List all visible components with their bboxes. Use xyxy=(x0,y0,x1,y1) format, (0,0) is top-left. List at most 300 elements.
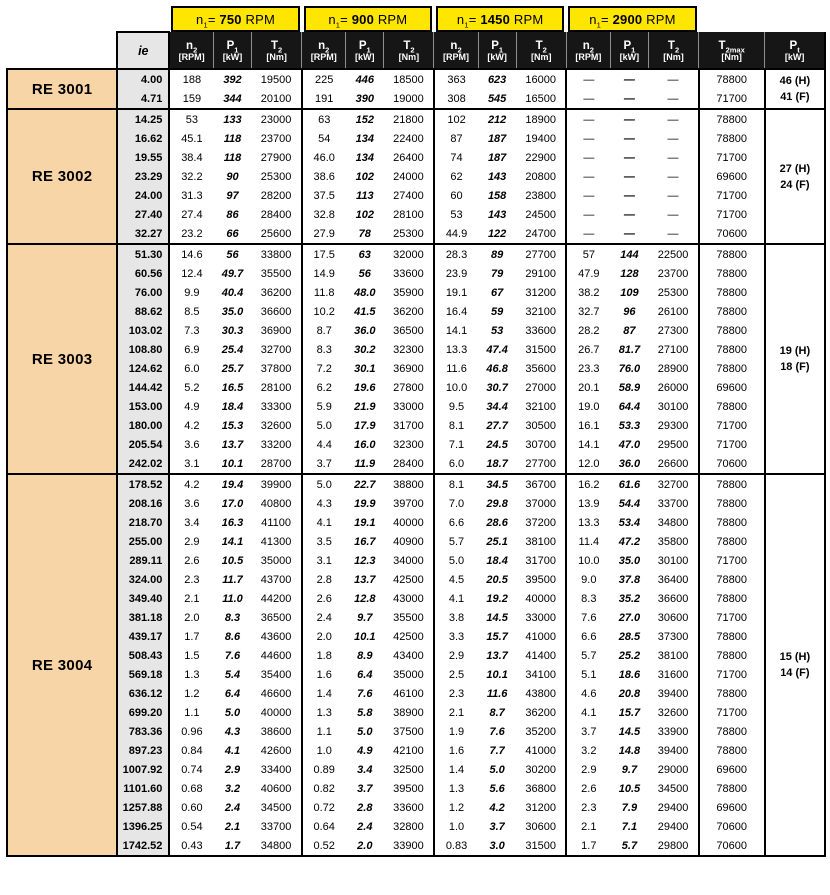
t2-value: 29400 xyxy=(657,820,689,833)
t2-value: 39500 xyxy=(525,573,557,586)
t2-value: 33200 xyxy=(260,438,292,451)
ie-ratio-value: 636.12 xyxy=(117,684,169,703)
n2-value: 3.5 xyxy=(302,532,346,551)
t2-value: 40000 xyxy=(393,516,424,529)
table-row xyxy=(7,264,825,283)
t2-value: 40800 xyxy=(260,497,292,510)
n2-value: 32.8 xyxy=(302,205,346,224)
n2-value: 0.89 xyxy=(302,760,346,779)
t2-value: 23700 xyxy=(657,267,689,280)
n2-value: 5.7 xyxy=(566,646,610,665)
n2-value: 5.7 xyxy=(434,532,478,551)
p1-value: 144 xyxy=(610,244,648,264)
n2-value: 2.6 xyxy=(302,589,346,608)
p1-value: 16.5 xyxy=(221,381,244,394)
t2-value: 29500 xyxy=(657,438,689,451)
t2-value: 37300 xyxy=(657,630,689,643)
p1-value: 19.2 xyxy=(486,592,508,605)
pt-header xyxy=(765,32,825,69)
p1-value: 17.0 xyxy=(221,497,244,510)
n2-value: 13.3 xyxy=(566,513,610,532)
p1-value: 53 xyxy=(490,324,504,337)
n2-value: 3.7 xyxy=(566,722,610,741)
t2max-value: 78800 xyxy=(699,321,765,340)
ie-ratio-value: 1257.88 xyxy=(117,798,169,817)
p1-value: 47.2 xyxy=(618,535,641,548)
t2-value: 28100 xyxy=(393,208,424,221)
table-row xyxy=(7,836,825,856)
p1-value: 30.1 xyxy=(354,362,376,375)
n2-value: 27.4 xyxy=(169,205,213,224)
n2-value: 2.8 xyxy=(302,570,346,589)
p1-value: — xyxy=(623,189,635,202)
t2-value: 34500 xyxy=(260,801,292,814)
t2max-value: 71700 xyxy=(699,205,765,224)
symbol: $n_2$ xyxy=(450,40,462,55)
ie-ratio-value: 27.40 xyxy=(117,205,169,224)
t2-value: 36800 xyxy=(525,782,557,795)
p1-value: 14.1 xyxy=(221,535,244,548)
t2-value: 30700 xyxy=(525,438,557,451)
n2-value: 2.1 xyxy=(434,703,478,722)
n2-value: 11.8 xyxy=(302,283,346,302)
unit: [kW] xyxy=(619,52,640,62)
table-row xyxy=(7,741,825,760)
p1-value: 56 xyxy=(358,267,371,280)
n2-value: 11.6 xyxy=(434,359,478,378)
t2-value: 26100 xyxy=(657,305,689,318)
t2-value: 33300 xyxy=(260,400,292,413)
ie-ratio-value: 103.02 xyxy=(117,321,169,340)
ie-ratio-value: 783.36 xyxy=(117,722,169,741)
n2-value: 63 xyxy=(302,109,346,129)
p1-value: 54.4 xyxy=(618,497,641,510)
n2-value: 26.7 xyxy=(566,340,610,359)
t2-value: 30100 xyxy=(657,554,689,567)
ie-ratio-value: 218.70 xyxy=(117,513,169,532)
p1-value: 34.4 xyxy=(486,400,508,413)
p1-value: 212 xyxy=(478,109,516,129)
pt-value xyxy=(765,69,825,109)
p1-value: 14.5 xyxy=(618,725,641,738)
p1-value: 158 xyxy=(487,189,507,202)
n2-header xyxy=(434,32,478,69)
n2-value: 159 xyxy=(169,89,213,109)
t2-value: 34000 xyxy=(393,554,424,567)
n2-value: 0.64 xyxy=(302,817,346,836)
n2-value: 2.1 xyxy=(566,817,610,836)
n2-value: 2.3 xyxy=(566,798,610,817)
n2-value: 1.7 xyxy=(566,836,610,856)
p1-value: 7.1 xyxy=(621,820,638,833)
p1-value: 89 xyxy=(478,244,516,264)
p1-value: 4.2 xyxy=(489,801,505,814)
ie-ratio-value: 88.62 xyxy=(117,302,169,321)
p1-value: 10.1 xyxy=(354,630,376,643)
n2-value: 6.0 xyxy=(169,359,213,378)
p1-value: 187 xyxy=(487,151,507,164)
pt-line: 27 (H) xyxy=(779,162,811,175)
t2-value: 30100 xyxy=(657,400,689,413)
blank-corner xyxy=(7,6,169,32)
unit: [kW] xyxy=(355,52,375,62)
n2-value: — xyxy=(566,167,610,186)
table-row xyxy=(7,589,825,608)
t2max-value: 78800 xyxy=(699,532,765,551)
n2-value: 4.1 xyxy=(434,589,478,608)
t2-value: — xyxy=(667,189,679,202)
t2-value: 35200 xyxy=(525,725,557,738)
t2-value: 40900 xyxy=(393,535,424,548)
t2max-value: 70600 xyxy=(699,817,765,836)
n2-value: 2.1 xyxy=(169,589,213,608)
t2max-value: 78800 xyxy=(699,779,765,798)
n2-value: 9.5 xyxy=(434,397,478,416)
ie-ratio-value: 1101.60 xyxy=(117,779,169,798)
p1-header xyxy=(213,32,251,69)
n2-value: 1.2 xyxy=(434,798,478,817)
symbol: $T_{2max}$ xyxy=(718,40,745,55)
unit: [RPM] xyxy=(178,52,205,62)
t2-value: — xyxy=(667,208,679,221)
n2-value: 188 xyxy=(169,69,213,89)
p1-value: 66 xyxy=(226,227,239,240)
n2-value: 2.9 xyxy=(434,646,478,665)
p1-value: 344 xyxy=(223,92,242,105)
table-row xyxy=(7,494,825,513)
p1-value: 16.0 xyxy=(354,438,376,451)
table-row xyxy=(7,474,825,494)
symbol: $T_2$ xyxy=(535,40,547,55)
t2-value: 29300 xyxy=(657,419,689,432)
t2-value: 25300 xyxy=(657,286,689,299)
n2-value: 225 xyxy=(302,69,346,89)
n2-value: 5.1 xyxy=(566,665,610,684)
t2-value: 37000 xyxy=(525,497,557,510)
n2-value: 191 xyxy=(302,89,346,109)
p1-value: 97 xyxy=(226,189,239,202)
table-row xyxy=(7,148,825,167)
n2-value: 4.5 xyxy=(434,570,478,589)
p1-value: 20.5 xyxy=(486,573,508,586)
t2-value: 19500 xyxy=(252,69,302,89)
n2-header xyxy=(169,32,213,69)
n2-value: 3.1 xyxy=(302,551,346,570)
symbol: $P_t$ xyxy=(789,40,800,55)
n2-value: 74 xyxy=(434,148,478,167)
t2-value: 24500 xyxy=(525,208,557,221)
t2-value: 32500 xyxy=(393,763,424,776)
unit: [kW] xyxy=(784,52,805,62)
t2-value: 31700 xyxy=(393,419,424,432)
t2-value: 35600 xyxy=(525,362,557,375)
n2-value: 4.6 xyxy=(566,684,610,703)
n2-value: 1.3 xyxy=(169,665,213,684)
n2-value: 7.6 xyxy=(566,608,610,627)
unit: [kW] xyxy=(222,52,243,62)
ie-ratio-value: 324.00 xyxy=(117,570,169,589)
n2-value: 57 xyxy=(566,244,610,264)
t2-value: 33600 xyxy=(393,267,424,280)
n2-value: 3.4 xyxy=(169,513,213,532)
t2-value: 31500 xyxy=(516,836,566,856)
n2-value: 14.1 xyxy=(434,321,478,340)
n2-value: 0.82 xyxy=(302,779,346,798)
n2-value: 2.5 xyxy=(434,665,478,684)
t2-value: 40000 xyxy=(525,592,557,605)
t2-value: 43700 xyxy=(260,573,292,586)
n2-value: 308 xyxy=(434,89,478,109)
ie-ratio-value: 205.54 xyxy=(117,435,169,454)
p1-value: 87 xyxy=(623,324,636,337)
n2-value: 4.2 xyxy=(169,474,213,494)
t2-value: 37500 xyxy=(393,725,424,738)
n2-value: 3.8 xyxy=(434,608,478,627)
n2-value: — xyxy=(566,148,610,167)
p1-value: 102 xyxy=(355,170,374,183)
n2-value: 10.2 xyxy=(302,302,346,321)
p1-value: 3.2 xyxy=(224,782,241,795)
p1-value: 16.3 xyxy=(221,516,244,529)
n2-value: 6.0 xyxy=(434,454,478,474)
n2-value: 87 xyxy=(434,129,478,148)
n2-value: 8.3 xyxy=(302,340,346,359)
n2-value: 28.3 xyxy=(434,244,478,264)
p1-value: 5.0 xyxy=(224,706,241,719)
t2-value: 28200 xyxy=(260,189,292,202)
t2-value: 32300 xyxy=(393,438,424,451)
n2-value: 0.96 xyxy=(169,722,213,741)
t2-value: 36500 xyxy=(393,324,424,337)
p1-value: 3.7 xyxy=(357,782,373,795)
n2-value: 28.2 xyxy=(566,321,610,340)
p1-value: 4.3 xyxy=(224,725,241,738)
t2-value: 33600 xyxy=(525,324,557,337)
n2-value: 2.4 xyxy=(302,608,346,627)
p1-value: 20.8 xyxy=(618,687,641,700)
t2-value: 35900 xyxy=(393,286,424,299)
t2-value: 18500 xyxy=(384,69,434,89)
t2-value: 33000 xyxy=(525,611,557,624)
t2-value: 36700 xyxy=(516,474,566,494)
table-row xyxy=(7,817,825,836)
n2-value: 47.9 xyxy=(566,264,610,283)
table-row xyxy=(7,703,825,722)
p1-value: 113 xyxy=(356,189,374,202)
ie-ratio-value: 1007.92 xyxy=(117,760,169,779)
t2-value: 23000 xyxy=(252,109,302,129)
t2-value: 43800 xyxy=(525,687,557,700)
p1-value: 8.7 xyxy=(489,706,505,719)
p1-value: 56 xyxy=(213,244,251,264)
blank-top-right xyxy=(699,6,825,32)
n2-value: 19.1 xyxy=(434,283,478,302)
p1-value: 392 xyxy=(213,69,251,89)
p1-value: 623 xyxy=(478,69,516,89)
t2-value: 31700 xyxy=(525,554,557,567)
p1-value: 5.0 xyxy=(489,763,505,776)
p1-value: 1.7 xyxy=(213,836,251,856)
t2-value: 33600 xyxy=(393,801,424,814)
p1-value: 5.4 xyxy=(224,668,241,681)
t2-value: 27700 xyxy=(525,457,557,470)
p1-value: 2.8 xyxy=(357,801,373,814)
t2-value: 42600 xyxy=(260,744,292,757)
t2-value: 46100 xyxy=(393,687,424,700)
t2max-value: 69600 xyxy=(699,798,765,817)
t2-value: 35500 xyxy=(260,267,292,280)
n2-value: 14.9 xyxy=(302,264,346,283)
p1-value: 12.3 xyxy=(354,554,376,567)
table-row xyxy=(7,321,825,340)
t2-value: 38100 xyxy=(525,535,557,548)
t2max-value: 71700 xyxy=(699,186,765,205)
p1-value: 10.5 xyxy=(221,554,244,567)
t2max-value: 70600 xyxy=(699,454,765,474)
pt-line: 41 (F) xyxy=(780,91,810,103)
n2-value: 38.6 xyxy=(302,167,346,186)
t2max-value: 71700 xyxy=(699,435,765,454)
t2-value: 27300 xyxy=(657,324,689,337)
p1-value: 10.1 xyxy=(221,457,244,470)
p1-value: 17.9 xyxy=(354,419,376,432)
p1-value: 14.8 xyxy=(618,744,641,757)
t2-value: 34100 xyxy=(525,668,557,681)
t2-value: 39500 xyxy=(393,782,424,795)
table-row xyxy=(7,89,825,109)
t2-value: 36500 xyxy=(260,611,292,624)
gear-ratings-table xyxy=(6,6,826,857)
p1-value: 25.2 xyxy=(618,649,641,662)
n2-value: 1.3 xyxy=(434,779,478,798)
p1-value: 96 xyxy=(623,305,636,318)
n2-value: — xyxy=(566,109,610,129)
table-row xyxy=(7,244,825,264)
unit: [Nm] xyxy=(663,52,684,62)
t2max-value: 78800 xyxy=(699,589,765,608)
t2-value: 36200 xyxy=(525,706,557,719)
n2-value: 7.0 xyxy=(434,494,478,513)
n2-value: 2.9 xyxy=(566,760,610,779)
symbol: $n_2$ xyxy=(318,40,330,55)
p1-value: 3.0 xyxy=(478,836,516,856)
t2max-header xyxy=(699,32,765,69)
n2-value: 4.2 xyxy=(169,416,213,435)
n2-value: 9.0 xyxy=(566,570,610,589)
n2-value: 0.68 xyxy=(169,779,213,798)
t2max-value: 71700 xyxy=(699,148,765,167)
t2-value: 27900 xyxy=(260,151,292,164)
n2-value: 3.7 xyxy=(302,454,346,474)
t2-value: 19000 xyxy=(393,92,424,105)
p1-value: 9.7 xyxy=(357,611,373,624)
ie-ratio-value: 19.55 xyxy=(117,148,169,167)
ie-ratio-value: 508.43 xyxy=(117,646,169,665)
t2-header xyxy=(384,32,434,69)
rpm-band-900: $n_1= 900$ RPM xyxy=(304,6,432,32)
p1-value: 18.6 xyxy=(618,668,641,681)
t2-value: 28400 xyxy=(260,208,292,221)
symbol: $P_1$ xyxy=(226,40,239,55)
t2-value: 38100 xyxy=(657,649,689,662)
n2-value: 3.2 xyxy=(566,741,610,760)
p1-header xyxy=(478,32,516,69)
table-row xyxy=(7,608,825,627)
t2-value: 31200 xyxy=(525,801,557,814)
table-row xyxy=(7,779,825,798)
n2-value: — xyxy=(566,205,610,224)
p1-value: 11.7 xyxy=(222,573,243,586)
t2max-value: 78800 xyxy=(699,359,765,378)
p1-value: 6.4 xyxy=(224,687,241,700)
p1-value: — xyxy=(623,132,635,145)
t2-value: 32600 xyxy=(657,706,689,719)
n2-value: — xyxy=(566,186,610,205)
table-row xyxy=(7,627,825,646)
symbol: $P_1$ xyxy=(623,40,636,55)
unit: [kW] xyxy=(487,52,507,62)
n2-value: 9.9 xyxy=(169,283,213,302)
t2-value: 28700 xyxy=(260,457,292,470)
n2-value: 8.1 xyxy=(434,416,478,435)
p1-value: 5.6 xyxy=(489,782,505,795)
ie-ratio-value: 153.00 xyxy=(117,397,169,416)
n2-value: 44.9 xyxy=(434,224,478,244)
t2max-value: 71700 xyxy=(699,89,765,109)
p1-value: 19.9 xyxy=(354,497,376,510)
p1-value: 11.0 xyxy=(222,592,243,605)
n2-value: 10.0 xyxy=(566,551,610,570)
t2-value: 27800 xyxy=(393,381,424,394)
table-row xyxy=(7,109,825,129)
ie-ratio-value: 242.02 xyxy=(117,454,169,474)
n2-value: 54 xyxy=(302,129,346,148)
n2-value: 37.5 xyxy=(302,186,346,205)
ie-column-header: ie xyxy=(117,32,169,69)
symbol: $T_2$ xyxy=(667,40,680,55)
p1-value: 2.4 xyxy=(224,801,241,814)
t2-value: 26000 xyxy=(657,381,689,394)
t2-value: 29800 xyxy=(648,836,698,856)
p1-value: 76.0 xyxy=(618,362,641,375)
p1-value: 109 xyxy=(620,286,639,299)
p1-value: 7.9 xyxy=(621,801,638,814)
p1-value: 22.7 xyxy=(346,474,384,494)
p1-value: 9.7 xyxy=(621,763,638,776)
t2-value: 44600 xyxy=(260,649,292,662)
p1-value: 11.6 xyxy=(486,687,508,700)
p1-value: 2.0 xyxy=(346,836,384,856)
p1-value: — xyxy=(623,170,635,183)
n2-value: 6.6 xyxy=(434,513,478,532)
table-row xyxy=(7,513,825,532)
p1-value: 30.2 xyxy=(354,343,376,356)
t2-value: 25300 xyxy=(260,170,292,183)
t2-value: 35000 xyxy=(393,668,424,681)
n2-value: 5.0 xyxy=(434,551,478,570)
n2-value: 2.3 xyxy=(434,684,478,703)
p1-value: 18.7 xyxy=(486,457,508,470)
table-row xyxy=(7,532,825,551)
t2-value: 33900 xyxy=(657,725,689,738)
symbol: $T_2$ xyxy=(271,40,283,55)
p1-value: 25.7 xyxy=(221,362,244,375)
t2-value: 20100 xyxy=(260,92,292,105)
t2-value: 36200 xyxy=(260,286,292,299)
t2-value: 25600 xyxy=(260,227,292,240)
n2-value: 2.9 xyxy=(169,532,213,551)
n2-value: 4.1 xyxy=(302,513,346,532)
